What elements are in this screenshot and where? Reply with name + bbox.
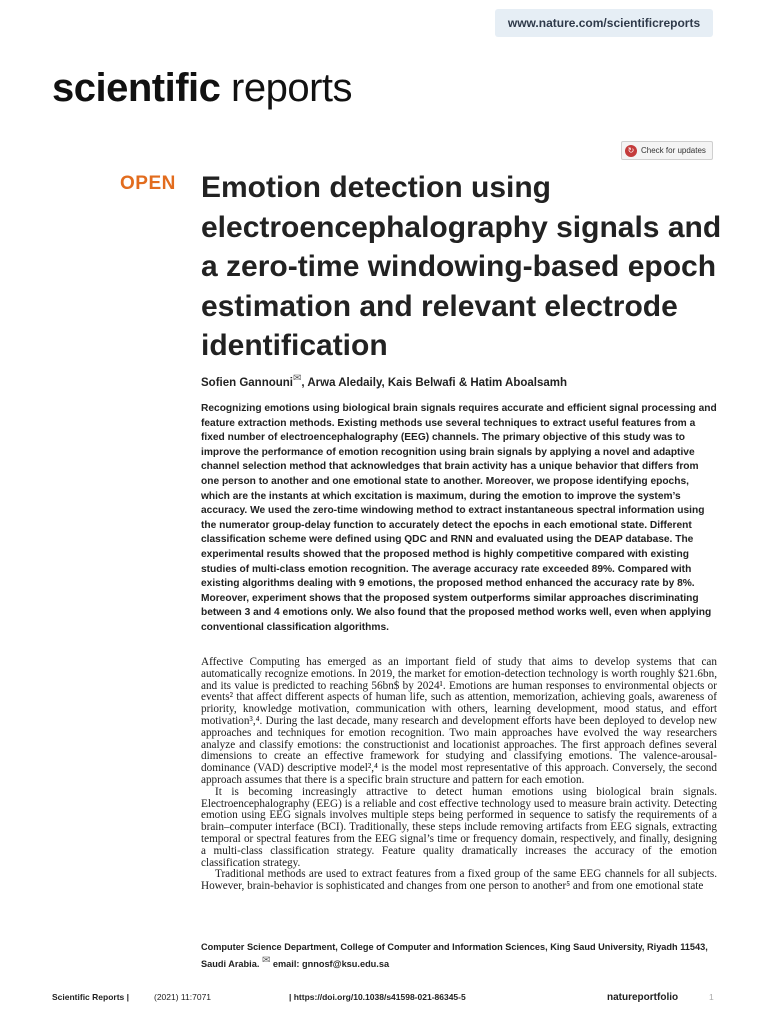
affiliation-footnote (201, 940, 717, 971)
page-footer (52, 992, 716, 1006)
body-paragraph: It is becoming increasingly attractive to detect human emotions using biological brain signals. Electroencephalography (EEG) is a reliable and cost effective technology used to measure brain activity. Detecting emotion using EEG signals involves multiple steps being performed in sequence to satisfy the requirements of a brain–computer interface (BCI). Traditionally, these steps include removing artifacts from EEG signals, extracting temporal or spectral features from the EEG signal’s time or frequency domain, respectively, and finally, designing a multi-class classification strategy. Feature quality dramatically increases the accuracy of the emotion classification strategy. (201, 785, 717, 869)
author-list (201, 373, 567, 389)
journal-url[interactable]: www.nature.com/scientificreports (495, 9, 713, 37)
email-icon[interactable]: ✉ (293, 373, 302, 384)
footer-citation: (2021) 11:7071 (154, 992, 212, 1002)
body-paragraph: Affective Computing has emerged as an important field of study that aims to develop systems that can automatically recognize emotions. In 2019, the market for emotion-detection technology is worth roughly $21.6bn, and its value is predicted to reaching 56bn$ by 2024¹. Emotions are human responses to environmental objects or events² that affect different aspects of human life, such as attention, memorization, achieving goals, awareness of priority, knowledge motivation, communication with others, learning development, mood status, and effort motivation³,⁴. During the last decade, many research and development efforts have been deployed to develop new approaches and techniques for emotion recognition. Two main approaches have evolved the way researchers analyze and classify emotions: the constructionist and locationist approaches. The first approach defines several dimensions to create an effective framework for studying and classifying emotions. The valence-arousal-dominance (VAD) descriptive model²,⁴ is the model most representative of this approach. Conversely, the second approach assumes that there is a specific brain structure and pattern for each emotion. (201, 656, 717, 786)
footer-journal: Scientific Reports | (52, 992, 130, 1002)
footer-doi-link[interactable]: | https://doi.org/10.1038/s41598-021-86345-5 (289, 992, 466, 1002)
body-paragraph: Traditional methods are used to extract features from a fixed group of the same EEG channels for all subjects. However, brain-behavior is sophisticated and changes from one person to another⁵ and from one emotional state (201, 868, 717, 893)
logo-word-reports: reports (220, 66, 353, 110)
email-footnote-icon: ✉ (261, 955, 271, 966)
author-corresponding[interactable]: Sofien Gannouni (201, 376, 293, 389)
check-for-updates-label: Check for updates (641, 146, 706, 155)
email-address[interactable]: email: gnnosf@ksu.edu.sa (272, 959, 390, 970)
publisher-logo: natureportfolio (607, 992, 679, 1003)
update-icon: ↻ (625, 145, 637, 157)
abstract: Recognizing emotions using biological brain signals requires accurate and efficient signal processing and feature extraction methods. Existing methods use several techniques to extract useful features from a fixed number of electroencephalography (EEG) channels. The primary objective of this study was to improve the performance of emotion recognition using brain signals by applying a novel and adaptive channel selection method that acknowledges that brain activity has a unique behavior that differs from one person to another and one emotional state to another. Moreover, we propose identifying epochs, which are the instants at which excitation is maximum, during the emotion to improve the system’s accuracy. We used the zero-time windowing method to extract instantaneous spectral information using the numerator group-delay function to accurately detect the epochs in each emotional state. Different classification scheme were defined using QDC and RNN and evaluated using the DEAP database. The experimental results showed that the proposed method is highly competitive compared with existing studies of multi-class emotion recognition. The average accuracy rate exceeded 89%. Compared with existing algorithms dealing with 9 emotions, the proposed method enhanced the accuracy rate by 8%. Moreover, experiment shows that the proposed system outperforms similar approaches discriminating between 3 and 4 emotions only. We also found that the proposed method works well, even when applying conventional classification algorithms. (201, 403, 717, 633)
author-others: , Arwa Aledaily, Kais Belwafi & Hatim Aboalsamh (301, 376, 568, 389)
affiliation-text: Computer Science Department, College of Computer and Information Sciences, King Saud University, Riyadh 11543, Saudi Arabia. (201, 942, 708, 970)
article-body (201, 657, 717, 893)
logo-word-scientific: scientific (52, 66, 221, 110)
open-access-label: OPEN (120, 173, 176, 194)
page-number: 1 (709, 992, 714, 1002)
article-title: Emotion detection using electroencephalography signals and a zero-time windowing-based epoch estimation and relevant electrode identification (201, 171, 722, 362)
journal-logo[interactable] (52, 66, 352, 111)
check-for-updates-button[interactable] (621, 141, 713, 160)
